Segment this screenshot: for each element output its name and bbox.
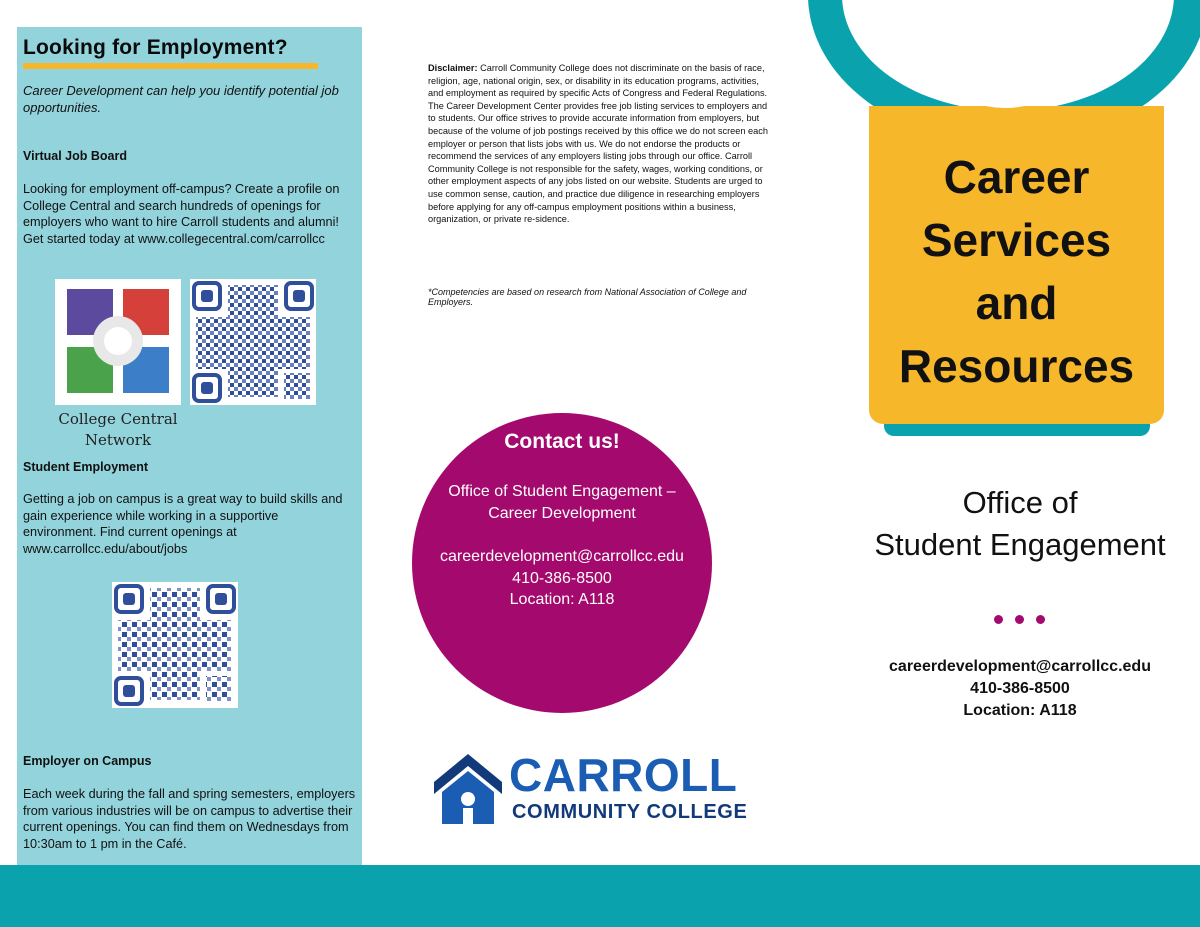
disclaimer-text: Carroll Community College does not discriminate on the basis of race, religion, age, national origin, sex, or disability in its education programs, activities, and employment as required by specific Acts of Congress and Federal Regulations. The Career Development Center provides free job listing services to employers and to students. Our office strives to provide accurate information from employers, but because of the volume of job postings received by this office we do not screen each employer or person that lists jobs with us. We do not endorse the products or recommend the services of any employers listing jobs through our office. Carroll Community College is not responsible for the safety, wages, working conditions, or other employment aspects of any jobs listed on our website. Students are urged to use common sense, caution, and practice due diligence in researching employers before applying for any off-campus employment positions within a business, organization, or private re-sidence.	[428, 63, 768, 225]
title-underline	[23, 63, 318, 69]
disclaimer	[428, 62, 776, 226]
title-line-2: Services	[921, 214, 1112, 266]
office-line-1: Office of	[962, 485, 1078, 520]
contact-location: Location: A118	[509, 591, 615, 608]
employer-on-campus-heading: Employer on Campus	[23, 754, 152, 768]
title-line-3: and	[975, 277, 1058, 329]
title-line-4: Resources	[898, 340, 1135, 392]
college-central-logo	[55, 279, 181, 405]
contact-phone[interactable]: 410-386-8500	[512, 569, 612, 587]
virtual-job-board-text: Looking for employment off-campus? Create a profile on College Central and search hundreds of openings for employers who want to hire Carroll students and alumni! Get started today at www.collegecentral.com/carrollcc	[23, 182, 340, 246]
title-line-1: Career	[943, 151, 1090, 203]
contact-title: Contact us!	[504, 430, 620, 453]
contact-email[interactable]: careerdevelopment@carrollcc.edu	[440, 548, 684, 565]
bottom-bar	[0, 865, 1200, 927]
virtual-job-board-heading: Virtual Job Board	[23, 149, 127, 163]
right-contact-location: Location: A118	[963, 702, 1077, 719]
carroll-logo-name: CARROLL	[509, 749, 738, 801]
employer-on-campus-text: Each week during the fall and spring semesters, employers from various industries will be on campus to advertise their current openings. You can find them on Wednesdays from 10:30am to 1 pm in the Café.	[23, 787, 356, 851]
employment-intro: Career Development can help you identify potential job opportunities.	[23, 83, 339, 115]
caption-line-2: Network	[84, 431, 152, 449]
caption-line-1: College Central	[58, 410, 178, 428]
right-contact	[870, 656, 1170, 722]
dots-divider	[994, 611, 1045, 629]
office-name	[840, 482, 1200, 566]
employment-title: Looking for Employment?	[23, 36, 288, 59]
contact-office-line-2: Career Development	[488, 504, 636, 522]
disclaimer-label: Disclaimer:	[428, 63, 478, 73]
student-employment-text: Getting a job on campus is a great way to build skills and gain experience while working in a supportive environment. Find current openings at www.carrollcc.edu/about/jobs	[23, 492, 343, 556]
carroll-logo-sub: COMMUNITY COLLEGE	[512, 801, 748, 823]
brochure-title	[869, 146, 1164, 398]
competencies-note: *Competencies are based on research from National Association of College and Employers.	[428, 287, 747, 307]
dot	[994, 615, 1003, 624]
student-employment-heading: Student Employment	[23, 460, 149, 474]
right-contact-email[interactable]: careerdevelopment@carrollcc.edu	[889, 658, 1151, 675]
right-contact-phone[interactable]: 410-386-8500	[970, 680, 1070, 697]
contact-details	[377, 481, 747, 611]
dot	[1036, 615, 1045, 624]
college-central-qr-code[interactable]	[190, 279, 316, 405]
dot	[1015, 615, 1024, 624]
jobs-qr-code[interactable]	[112, 582, 238, 708]
college-central-caption	[40, 409, 196, 451]
office-line-2: Student Engagement	[874, 527, 1166, 562]
contact-office-line-1: Office of Student Engagement –	[448, 483, 676, 500]
